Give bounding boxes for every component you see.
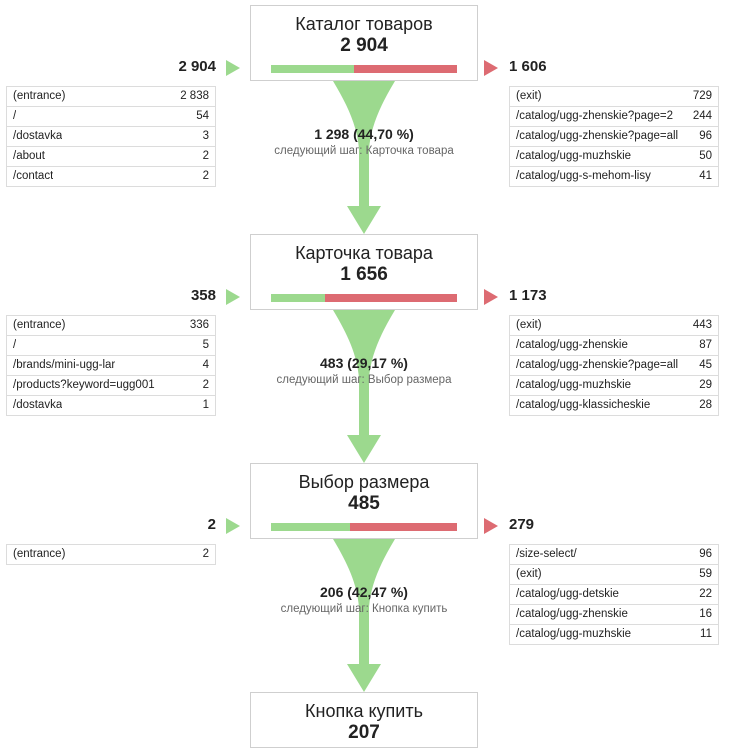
table-row[interactable]	[510, 167, 718, 187]
exit-arrow-icon	[484, 289, 498, 305]
row-value: 96	[699, 130, 712, 142]
entries-count: 2 904	[178, 58, 216, 75]
exit-arrow-icon	[484, 518, 498, 534]
row-label: (entrance)	[13, 548, 66, 560]
row-value: 59	[699, 568, 712, 580]
step-name: Каталог товаров	[295, 14, 433, 34]
row-value: 1	[202, 399, 209, 411]
flow-arrow	[333, 539, 395, 692]
row-label: /catalog/ugg-detskie	[516, 588, 619, 600]
row-value: 96	[699, 548, 712, 560]
row-value: 29	[699, 379, 712, 391]
table-row[interactable]	[510, 107, 718, 127]
exits-table	[509, 544, 719, 645]
row-label: (exit)	[516, 90, 542, 102]
step-name: Карточка товара	[295, 243, 433, 263]
table-row[interactable]	[510, 147, 718, 167]
row-label: /catalog/ugg-zhenskie?page=all	[516, 359, 679, 371]
retention-fill	[271, 523, 350, 531]
row-value: 3	[202, 130, 209, 142]
table-row[interactable]	[7, 545, 215, 565]
retention-fill	[271, 65, 354, 73]
row-label: /about	[13, 150, 45, 162]
funnel-step-4[interactable]	[250, 692, 478, 748]
table-row[interactable]	[7, 87, 215, 107]
next-step-label: следующий шаг: Кнопка купить	[280, 603, 448, 615]
funnel-step-2[interactable]	[250, 234, 478, 310]
conversion-value: 206 (42,47 %)	[320, 584, 408, 600]
table-row[interactable]	[510, 396, 718, 416]
row-label: /products?keyword=ugg001	[13, 379, 155, 391]
row-value: 45	[699, 359, 712, 371]
row-label: /catalog/ugg-klassicheskie	[516, 399, 651, 411]
table-row[interactable]	[510, 127, 718, 147]
row-value: 4	[202, 359, 209, 371]
entries-table	[6, 86, 216, 187]
table-row[interactable]	[7, 376, 215, 396]
retention-fill	[271, 294, 325, 302]
table-row[interactable]	[7, 167, 215, 187]
funnel-step-3[interactable]	[250, 463, 478, 539]
row-value: 2	[202, 379, 209, 391]
exits-count: 1 173	[509, 287, 547, 304]
table-row[interactable]	[510, 376, 718, 396]
entries-count: 2	[207, 516, 216, 533]
step-name: Кнопка купить	[305, 701, 423, 721]
row-value: 2	[202, 548, 209, 560]
arrow-shape	[333, 539, 395, 692]
step-retention-bar	[271, 65, 457, 73]
next-step-label: следующий шаг: Выбор размера	[276, 374, 452, 386]
step-count: 1 656	[340, 264, 388, 285]
table-row[interactable]	[510, 565, 718, 585]
row-value: 87	[699, 339, 712, 351]
step-count: 2 904	[340, 35, 388, 56]
row-value: 5	[202, 339, 209, 351]
row-label: (exit)	[516, 319, 542, 331]
row-label: /dostavka	[13, 399, 63, 411]
table-row[interactable]	[510, 356, 718, 376]
row-value: 2 838	[180, 90, 209, 102]
row-value: 336	[189, 319, 209, 331]
row-label: (entrance)	[13, 90, 66, 102]
table-row[interactable]	[510, 585, 718, 605]
row-label: /catalog/ugg-muzhskie	[516, 150, 632, 162]
table-row[interactable]	[510, 625, 718, 645]
row-label: /contact	[13, 170, 54, 182]
table-row[interactable]	[7, 316, 215, 336]
exits-count: 1 606	[509, 58, 547, 75]
row-value: 2	[202, 150, 209, 162]
row-value: 443	[692, 319, 712, 331]
row-label: /	[13, 339, 17, 351]
table-row[interactable]	[510, 336, 718, 356]
row-label: /catalog/ugg-muzhskie	[516, 379, 632, 391]
table-row[interactable]	[510, 545, 718, 565]
row-value: 50	[699, 150, 712, 162]
row-label: /catalog/ugg-s-mehom-lisy	[516, 170, 651, 182]
row-label: /catalog/ugg-muzhskie	[516, 628, 632, 640]
row-label: (exit)	[516, 568, 542, 580]
conversion-label	[250, 584, 478, 615]
entries-table	[6, 315, 216, 416]
row-label: /size-select/	[516, 548, 577, 560]
exit-arrow-icon	[484, 60, 498, 76]
table-row[interactable]	[510, 87, 718, 107]
row-value: 244	[692, 110, 712, 122]
entry-arrow-icon	[226, 60, 240, 76]
table-row[interactable]	[7, 336, 215, 356]
flow-arrow	[333, 81, 395, 234]
row-value: 28	[699, 399, 712, 411]
row-label: /dostavka	[13, 130, 63, 142]
row-value: 22	[699, 588, 712, 600]
row-label: /catalog/ugg-zhenskie?page=all	[516, 130, 679, 142]
row-label: /	[13, 110, 17, 122]
row-label: /catalog/ugg-zhenskie	[516, 608, 628, 620]
table-row[interactable]	[7, 147, 215, 167]
table-row[interactable]	[7, 396, 215, 416]
row-value: 54	[196, 110, 209, 122]
row-value: 16	[699, 608, 712, 620]
conversion-label	[250, 126, 478, 157]
row-value: 2	[202, 170, 209, 182]
arrow-shape	[333, 81, 395, 234]
table-row[interactable]	[7, 127, 215, 147]
step-name: Выбор размера	[298, 472, 430, 492]
row-label: /catalog/ugg-zhenskie?page=2	[516, 110, 673, 122]
step-count: 207	[348, 722, 380, 743]
conversion-label	[250, 355, 478, 386]
row-value: 41	[699, 170, 712, 182]
conversion-value: 483 (29,17 %)	[320, 355, 408, 371]
row-value: 11	[700, 628, 712, 640]
exits-count: 279	[509, 516, 535, 533]
entry-arrow-icon	[226, 289, 240, 305]
entries-count: 358	[190, 287, 216, 304]
step-retention-bar	[271, 523, 457, 531]
funnel-step-1[interactable]	[250, 5, 478, 81]
entries-table	[6, 544, 216, 565]
row-label: (entrance)	[13, 319, 66, 331]
table-row[interactable]	[7, 356, 215, 376]
next-step-label: следующий шаг: Карточка товара	[274, 145, 454, 157]
table-row[interactable]	[510, 605, 718, 625]
exits-table	[509, 86, 719, 187]
table-row[interactable]	[7, 107, 215, 127]
step-count: 485	[348, 493, 380, 514]
table-row[interactable]	[510, 316, 718, 336]
flow-arrow	[333, 310, 395, 463]
exits-table	[509, 315, 719, 416]
conversion-value: 1 298 (44,70 %)	[314, 126, 414, 142]
row-value: 729	[692, 90, 712, 102]
arrow-shape	[333, 310, 395, 463]
step-retention-bar	[271, 294, 457, 302]
row-label: /catalog/ugg-zhenskie	[516, 339, 628, 351]
row-label: /brands/mini-ugg-lar	[13, 359, 116, 371]
entry-arrow-icon	[226, 518, 240, 534]
